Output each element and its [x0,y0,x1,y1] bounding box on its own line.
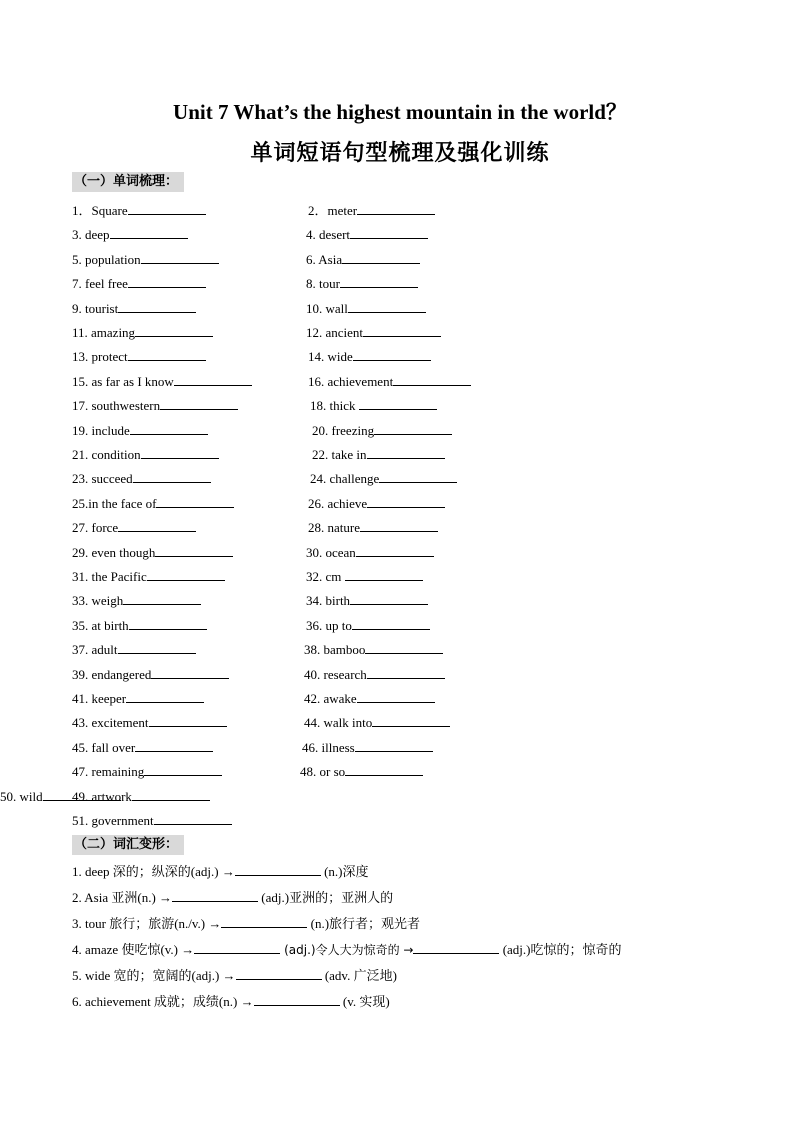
vocabulary-item [308,202,435,220]
vocabulary-item-label: 32. cm [306,569,345,584]
vocabulary-item-label: 3. deep [72,227,110,243]
answer-blank[interactable] [110,226,188,239]
vocabulary-item [72,422,208,440]
vocabulary-item [306,568,423,586]
vocabulary-item-label: 27. force [72,520,119,536]
word-form-meaning: (adj.)吃惊的；惊奇的 [499,942,622,957]
vocabulary-item-label: 42. awake [304,691,357,706]
word-form-prompt: 4. amaze 使吃惊(v.) → [72,942,195,957]
page-title: Unit 7 What’s the highest mountain in the world？ [173,100,627,124]
answer-blank[interactable] [149,714,227,727]
vocabulary-item-label: 38. bamboo [304,642,366,658]
answer-blank[interactable] [359,397,437,410]
vocabulary-item-label: 20. freezing [312,422,375,438]
vocabulary-item-label: 18. thick [310,398,359,414]
answer-blank[interactable] [345,763,423,776]
vocabulary-item-label: 50. wild [0,788,43,804]
answer-blank[interactable] [155,544,233,557]
answer-blank[interactable] [141,251,219,264]
vocabulary-item-label: 35. at birth [72,617,129,633]
answer-blank[interactable] [235,863,321,876]
word-form-prompt: 5. wide 宽的；宽阔的(adj.) → [72,968,236,983]
answer-blank[interactable] [141,446,219,459]
vocabulary-item-label: 22. take in [312,447,367,462]
vocabulary-item-label: 28. nature [308,520,360,536]
vocabulary-item-label: 5. population [72,251,141,267]
answer-blank[interactable] [356,544,434,557]
answer-blank[interactable] [154,812,232,825]
answer-blank[interactable] [128,275,206,288]
answer-blank[interactable] [174,373,252,386]
answer-blank[interactable] [353,348,431,361]
vocabulary-item [308,519,438,537]
vocabulary-item [312,422,452,440]
answer-blank[interactable] [132,788,210,801]
vocabulary-item [72,275,206,293]
answer-blank[interactable] [342,251,420,264]
vocabulary-item-label: 1．Square [72,203,128,218]
answer-blank[interactable] [135,739,213,752]
answer-blank[interactable] [374,422,452,435]
vocabulary-item [72,641,196,659]
vocabulary-item-label: 15. as far as I know [72,373,174,389]
vocabulary-item-label: 19. include [72,422,130,438]
vocabulary-item [72,617,207,635]
vocabulary-item [72,739,213,757]
vocabulary-item [72,544,233,562]
vocabulary-item-label: 47. remaining [72,764,145,780]
word-form-item [72,967,397,985]
word-form-item [72,889,393,907]
vocabulary-item-label: 46. illness [302,739,355,755]
answer-blank[interactable] [133,470,211,483]
vocabulary-item-label: 21. condition [72,447,141,462]
answer-blank[interactable] [144,763,222,776]
answer-blank[interactable] [118,641,196,654]
answer-blank[interactable] [221,915,307,928]
answer-blank[interactable] [123,592,201,605]
vocabulary-item-label: 43. excitement [72,715,149,731]
answer-blank[interactable] [156,495,234,508]
answer-blank[interactable] [355,739,433,752]
vocabulary-item [306,275,418,293]
vocabulary-item [72,226,188,244]
answer-blank[interactable] [130,422,208,435]
vocabulary-item [308,373,471,391]
word-form-item [72,915,420,933]
answer-blank[interactable] [367,446,445,459]
answer-blank[interactable] [372,714,450,727]
vocabulary-item-label: 4. desert [306,227,351,243]
answer-blank[interactable] [129,617,207,630]
vocabulary-item [304,641,443,659]
answer-blank[interactable] [128,348,206,361]
answer-blank[interactable] [363,324,441,337]
vocabulary-item-label: 17. southwestern [72,398,161,414]
word-form-item [72,941,621,959]
vocabulary-item-label: 11. amazing [72,325,136,340]
vocabulary-item [72,714,227,732]
answer-blank[interactable] [254,993,340,1006]
vocabulary-item-label: 26. achieve [308,495,368,511]
answer-blank[interactable] [236,967,322,980]
answer-blank[interactable] [172,889,258,902]
vocabulary-item-label: 6. Asia [306,251,343,267]
vocabulary-item [306,251,420,269]
word-form-meaning: (v. 实现) [339,994,390,1009]
word-form-prompt-middle: (adj.)令人大为惊奇的 → [280,943,414,957]
vocabulary-item [72,446,219,464]
vocabulary-item [72,812,232,830]
vocabulary-item-label: 49. artwork [72,788,132,804]
vocabulary-item [302,739,433,757]
vocabulary-item [312,446,445,464]
vocabulary-item [304,666,445,684]
answer-blank[interactable] [393,373,471,386]
vocabulary-item-label: 45. fall over [72,739,136,755]
vocabulary-item-label: 10. wall [306,300,348,316]
answer-blank[interactable] [345,568,423,581]
vocabulary-item-label: 40. research [304,666,367,682]
vocabulary-item [306,226,428,244]
vocabulary-item [72,519,196,537]
vocabulary-item-label: 13. protect [72,349,128,365]
vocabulary-item [72,470,211,488]
answer-blank[interactable] [360,519,438,532]
answer-blank[interactable] [128,202,206,215]
vocabulary-item-label: 51. government [72,813,154,828]
vocabulary-item-label: 12. ancient [306,325,364,340]
vocabulary-item-label: 36. up to [306,617,352,633]
vocabulary-item [72,324,213,342]
vocabulary-item-label: 7. feel free [72,276,128,292]
vocabulary-item-label: 16. achievement [308,373,394,389]
vocabulary-item [310,397,437,415]
answer-blank[interactable] [147,568,225,581]
vocabulary-item-label: 24. challenge [310,471,380,487]
answer-blank[interactable] [126,690,204,703]
answer-blank[interactable] [379,470,457,483]
answer-blank[interactable] [357,690,435,703]
vocabulary-item-label: 8. tour [306,276,340,292]
vocabulary-item-label: 25.in the face of [72,495,157,511]
vocabulary-item [72,300,196,318]
vocabulary-item [300,763,423,781]
word-form-meaning: (adj.)亚洲的；亚洲人的 [258,890,394,905]
vocabulary-item [0,788,121,806]
word-form-meaning: (n.)深度 [320,864,369,879]
vocabulary-item [72,568,225,586]
word-form-meaning: (n.)旅行者；观光者 [307,916,421,931]
vocabulary-item-label: 9. tourist [72,300,119,316]
answer-blank[interactable] [350,592,428,605]
answer-blank[interactable] [118,519,196,532]
vocabulary-item-label: 14. wide [308,349,353,365]
vocabulary-item [306,592,428,610]
answer-blank[interactable] [357,202,435,215]
answer-blank[interactable] [352,617,430,630]
vocabulary-item [72,495,234,513]
vocabulary-item-label: 44. walk into [304,715,373,731]
vocabulary-item [306,544,434,562]
word-form-prompt: 3. tour 旅行；旅游(n./v.) → [72,916,222,931]
answer-blank[interactable] [413,941,499,954]
vocabulary-item [304,714,450,732]
answer-blank[interactable] [151,666,229,679]
vocabulary-item-label: 30. ocean [306,544,356,560]
word-form-item [72,863,369,881]
vocabulary-item-label: 23. succeed [72,471,133,487]
vocabulary-item [306,300,426,318]
section-heading-vocabulary: （一）单词梳理： [72,172,184,192]
vocabulary-item-label: 29. even though [72,544,156,560]
answer-blank[interactable] [135,324,213,337]
answer-blank[interactable] [43,788,121,801]
vocabulary-item [310,470,457,488]
vocabulary-item [72,592,201,610]
vocabulary-item [72,763,222,781]
page-subtitle: 单词短语句型梳理及强化训练 [250,141,550,166]
vocabulary-item-label: 33. weigh [72,593,124,609]
answer-blank[interactable] [365,641,443,654]
word-form-meaning: (adv. 广泛地) [321,968,397,983]
vocabulary-item-label: 31. the Pacific [72,569,147,584]
vocabulary-item [72,348,206,366]
answer-blank[interactable] [160,397,238,410]
vocabulary-item [72,373,252,391]
vocabulary-item [306,324,441,342]
vocabulary-item [72,690,204,708]
word-form-prompt: 2. Asia 亚洲(n.) → [72,890,173,905]
vocabulary-item-label: 48. or so [300,764,346,780]
answer-blank[interactable] [194,941,280,954]
vocabulary-item [72,397,238,415]
vocabulary-item [304,690,435,708]
word-form-prompt: 6. achievement 成就；成绩(n.) → [72,994,254,1009]
vocabulary-item [72,666,229,684]
word-form-item [72,993,390,1011]
vocabulary-item-label: 37. adult [72,642,118,658]
answer-blank[interactable] [118,300,196,313]
answer-blank[interactable] [350,226,428,239]
answer-blank[interactable] [348,300,426,313]
vocabulary-item [308,348,431,366]
answer-blank[interactable] [340,275,418,288]
vocabulary-item [306,617,430,635]
section-heading-word-forms: （二）词汇变形： [72,835,184,855]
word-form-prompt: 1. deep 深的；纵深的(adj.) → [72,864,235,879]
vocabulary-item-label: 41. keeper [72,691,127,706]
answer-blank[interactable] [367,495,445,508]
vocabulary-item-label: 34. birth [306,593,351,609]
vocabulary-item [308,495,445,513]
answer-blank[interactable] [367,666,445,679]
vocabulary-item-label: 2．meter [308,203,358,218]
vocabulary-item [72,202,206,220]
vocabulary-item [72,251,219,269]
vocabulary-item-label: 39. endangered [72,666,152,682]
